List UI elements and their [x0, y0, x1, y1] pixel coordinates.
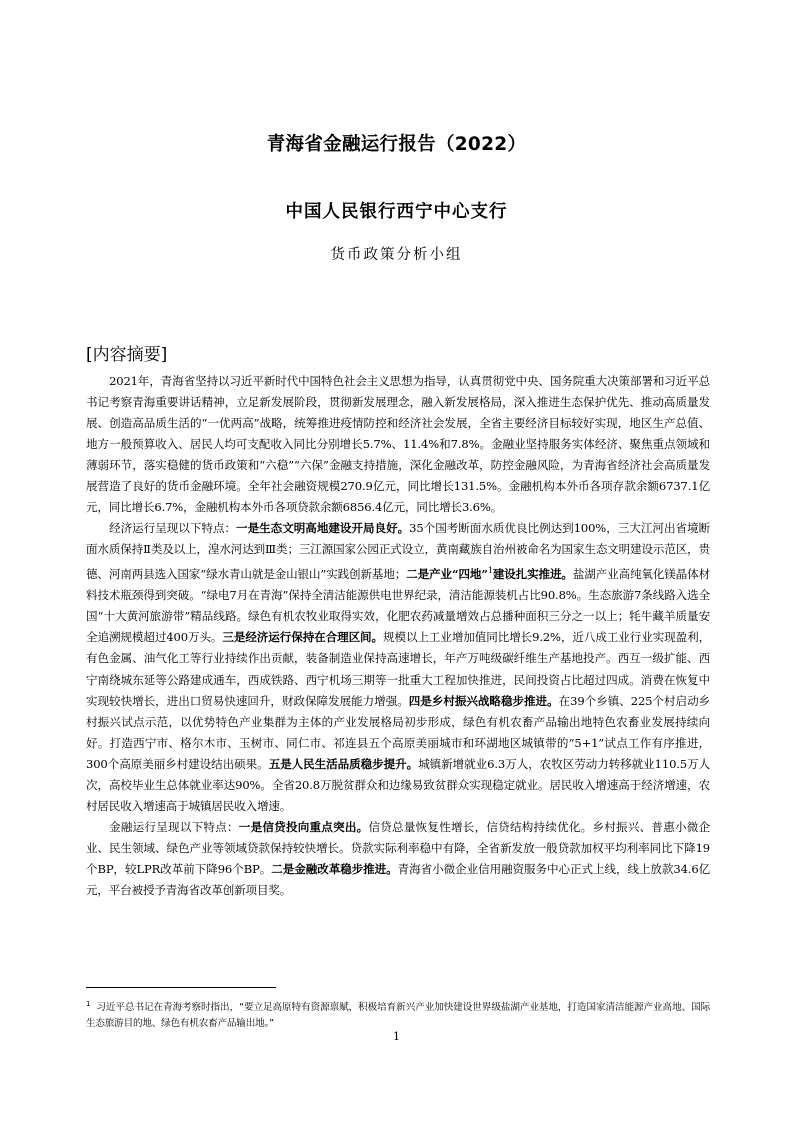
footnote-ref: 1 — [487, 566, 493, 576]
body-paragraph — [86, 817, 710, 901]
text-run: 城镇新增就业6.3万人，农牧区劳动力转移就业110.5万人次，高校毕业生总体就业率达90%。全省20.8万脱贫群众和边缘易致贫群众实现稳定就业。居民收入增速高于经济增速，农村居民收入增速高于城镇居民收入增速。 — [86, 756, 710, 813]
text-run: 盐湖产业高纯氧化镁晶体材料技术瓶颈得到突破。“绿电7月在青海”保持全清洁能源供电世界纪录，清洁能源装机占比90.8%。生态旅游7条线路入选全国“十大黄河旅游带”精品线路。绿色有机农牧业取得实效，化肥农药减量增效占总播种面积三分之一以上；牦牛藏羊质量安全追溯规模超过400万头。 — [86, 567, 710, 645]
footnote-text: 习近平总书记在青海考察时指出，“要立足高原特有资源禀赋，积极培育新兴产业加快建设世界级盐湖产业基地，打造国家清洁能源产业高地、国际生态旅游目的地、绿色有机农畜产品输出地。” — [86, 1002, 710, 1030]
author-group: 货币政策分析小组 — [330, 247, 463, 263]
bold-phrase: 一是生态文明高地建设开局良好。 — [236, 521, 410, 536]
body-paragraph — [86, 371, 710, 518]
bold-phrase: 五是人民生活品质稳步提升。 — [268, 756, 419, 771]
report-title: 青海省金融运行报告（2022） — [266, 134, 527, 155]
footnote — [86, 996, 710, 1032]
text-run: 经济运行呈现以下特点： — [109, 521, 237, 536]
footnote-marker: 1 — [86, 1000, 91, 1008]
text-run: 信贷总量恢复性增长，信贷结构持续优化。乡村振兴、普惠小微企业、民生领域、绿色产业等领域贷款保持较快增长。贷款实际利率稳中有降，全省新发放一般贷款加权平均利率同比下降19个BP，较LPR改革前下降96个BP。 — [86, 819, 710, 876]
text-run: 规模以上工业增加值同比增长9.2%，近八成工业行业实现盈利，有色金属、油气化工等行业持续作出贡献，装备制造业保持高速增长，年产万吨级碳纤维生产基地投产。西互一级扩能、西宁南绕城东延等公路建成通车，西成铁路、西宁机场三期等一批重大工程加快推进，民间投资占比超过四成。消费在恢复中实现较快增长，进出口贸易快速回升，财政保障发展能力增强。 — [86, 630, 710, 708]
bold-phrase: 二是产业“四地” — [406, 567, 488, 582]
abstract-heading: [内容摘要] — [86, 345, 168, 365]
text-run: 2021年，青海省坚持以习近平新时代中国特色社会主义思想为指导，认真贯彻党中央、国务院重大决策部署和习近平总书记考察青海重要讲话精神，立足新发展阶段，贯彻新发展理念，融入新发展格局，深入推进生态保护优先、推动高质量发展、创造高品质生活的“一优两高”战略，统筹推进疫情防控和经济社会发展，全省主要经济目标较好实现，地区生产总值、地方一般预算收入、居民人均可支配收入同比分别增长5.7%、11.4%和7.8%。金融业坚持服务实体经济、聚焦重点领域和薄弱环节，落实稳健的货币政策和“六稳”“六保”金融支持措施，深化金融改革，防控金融风险，为青海省经济社会高质量发展营造了良好的货币金融环境。全年社会融资规模270.9亿元，同比增长131.5%。金融机构本外币各项存款余额6737.1亿元，同比增长6.7%，金融机构本外币各项贷款余额6856.4亿元，同比增长3.6%。 — [86, 374, 710, 515]
issuer-name: 中国人民银行西宁中心支行 — [285, 202, 508, 222]
body-paragraph — [86, 518, 710, 817]
text-run: 青海省小微企业信用融资服务中心正式上线，线上放款34.6亿元，平台被授予青海省改革创新项目奖。 — [86, 861, 711, 897]
bold-phrase: 二是金融改革稳步推进。 — [271, 861, 398, 876]
bold-phrase: 建设扎实推进。 — [492, 567, 573, 582]
text-run: 在39个乡镇、225个村启动乡村振兴试点示范，以优势特色产业集群为主体的产业发展格局初步形成，绿色有机农畜产品输出地特色农畜业发展持续向好。打造西宁市、格尔木市、玉树市、同仁市、祁连县五个高原美丽城市和环湖地区城镇带的“5+1”试点工作有序推进，300个高原美丽乡村建设结出硕果。 — [86, 693, 710, 771]
bold-phrase: 三是经济运行保持在合理区间。 — [222, 630, 383, 645]
text-run: 金融运行呈现以下特点： — [109, 819, 239, 834]
footnote-divider — [86, 987, 276, 988]
bold-phrase: 四是乡村振兴战略稳步推进。 — [408, 693, 559, 708]
text-run: 35个国考断面水质优良比例达到100%，三大江河出省境断面水质保持Ⅱ类及以上，湟水河达到Ⅲ类；三江源国家公园正式设立，黄南藏族自治州被命名为国家生态文明建设示范区，贵德、河南两县选入国家“绿水青山就是金山银山”实践创新基地； — [86, 521, 710, 582]
bold-phrase: 一是信贷投向重点突出。 — [238, 819, 369, 834]
page-number: 1 — [393, 1030, 400, 1043]
abstract-body — [86, 371, 710, 901]
